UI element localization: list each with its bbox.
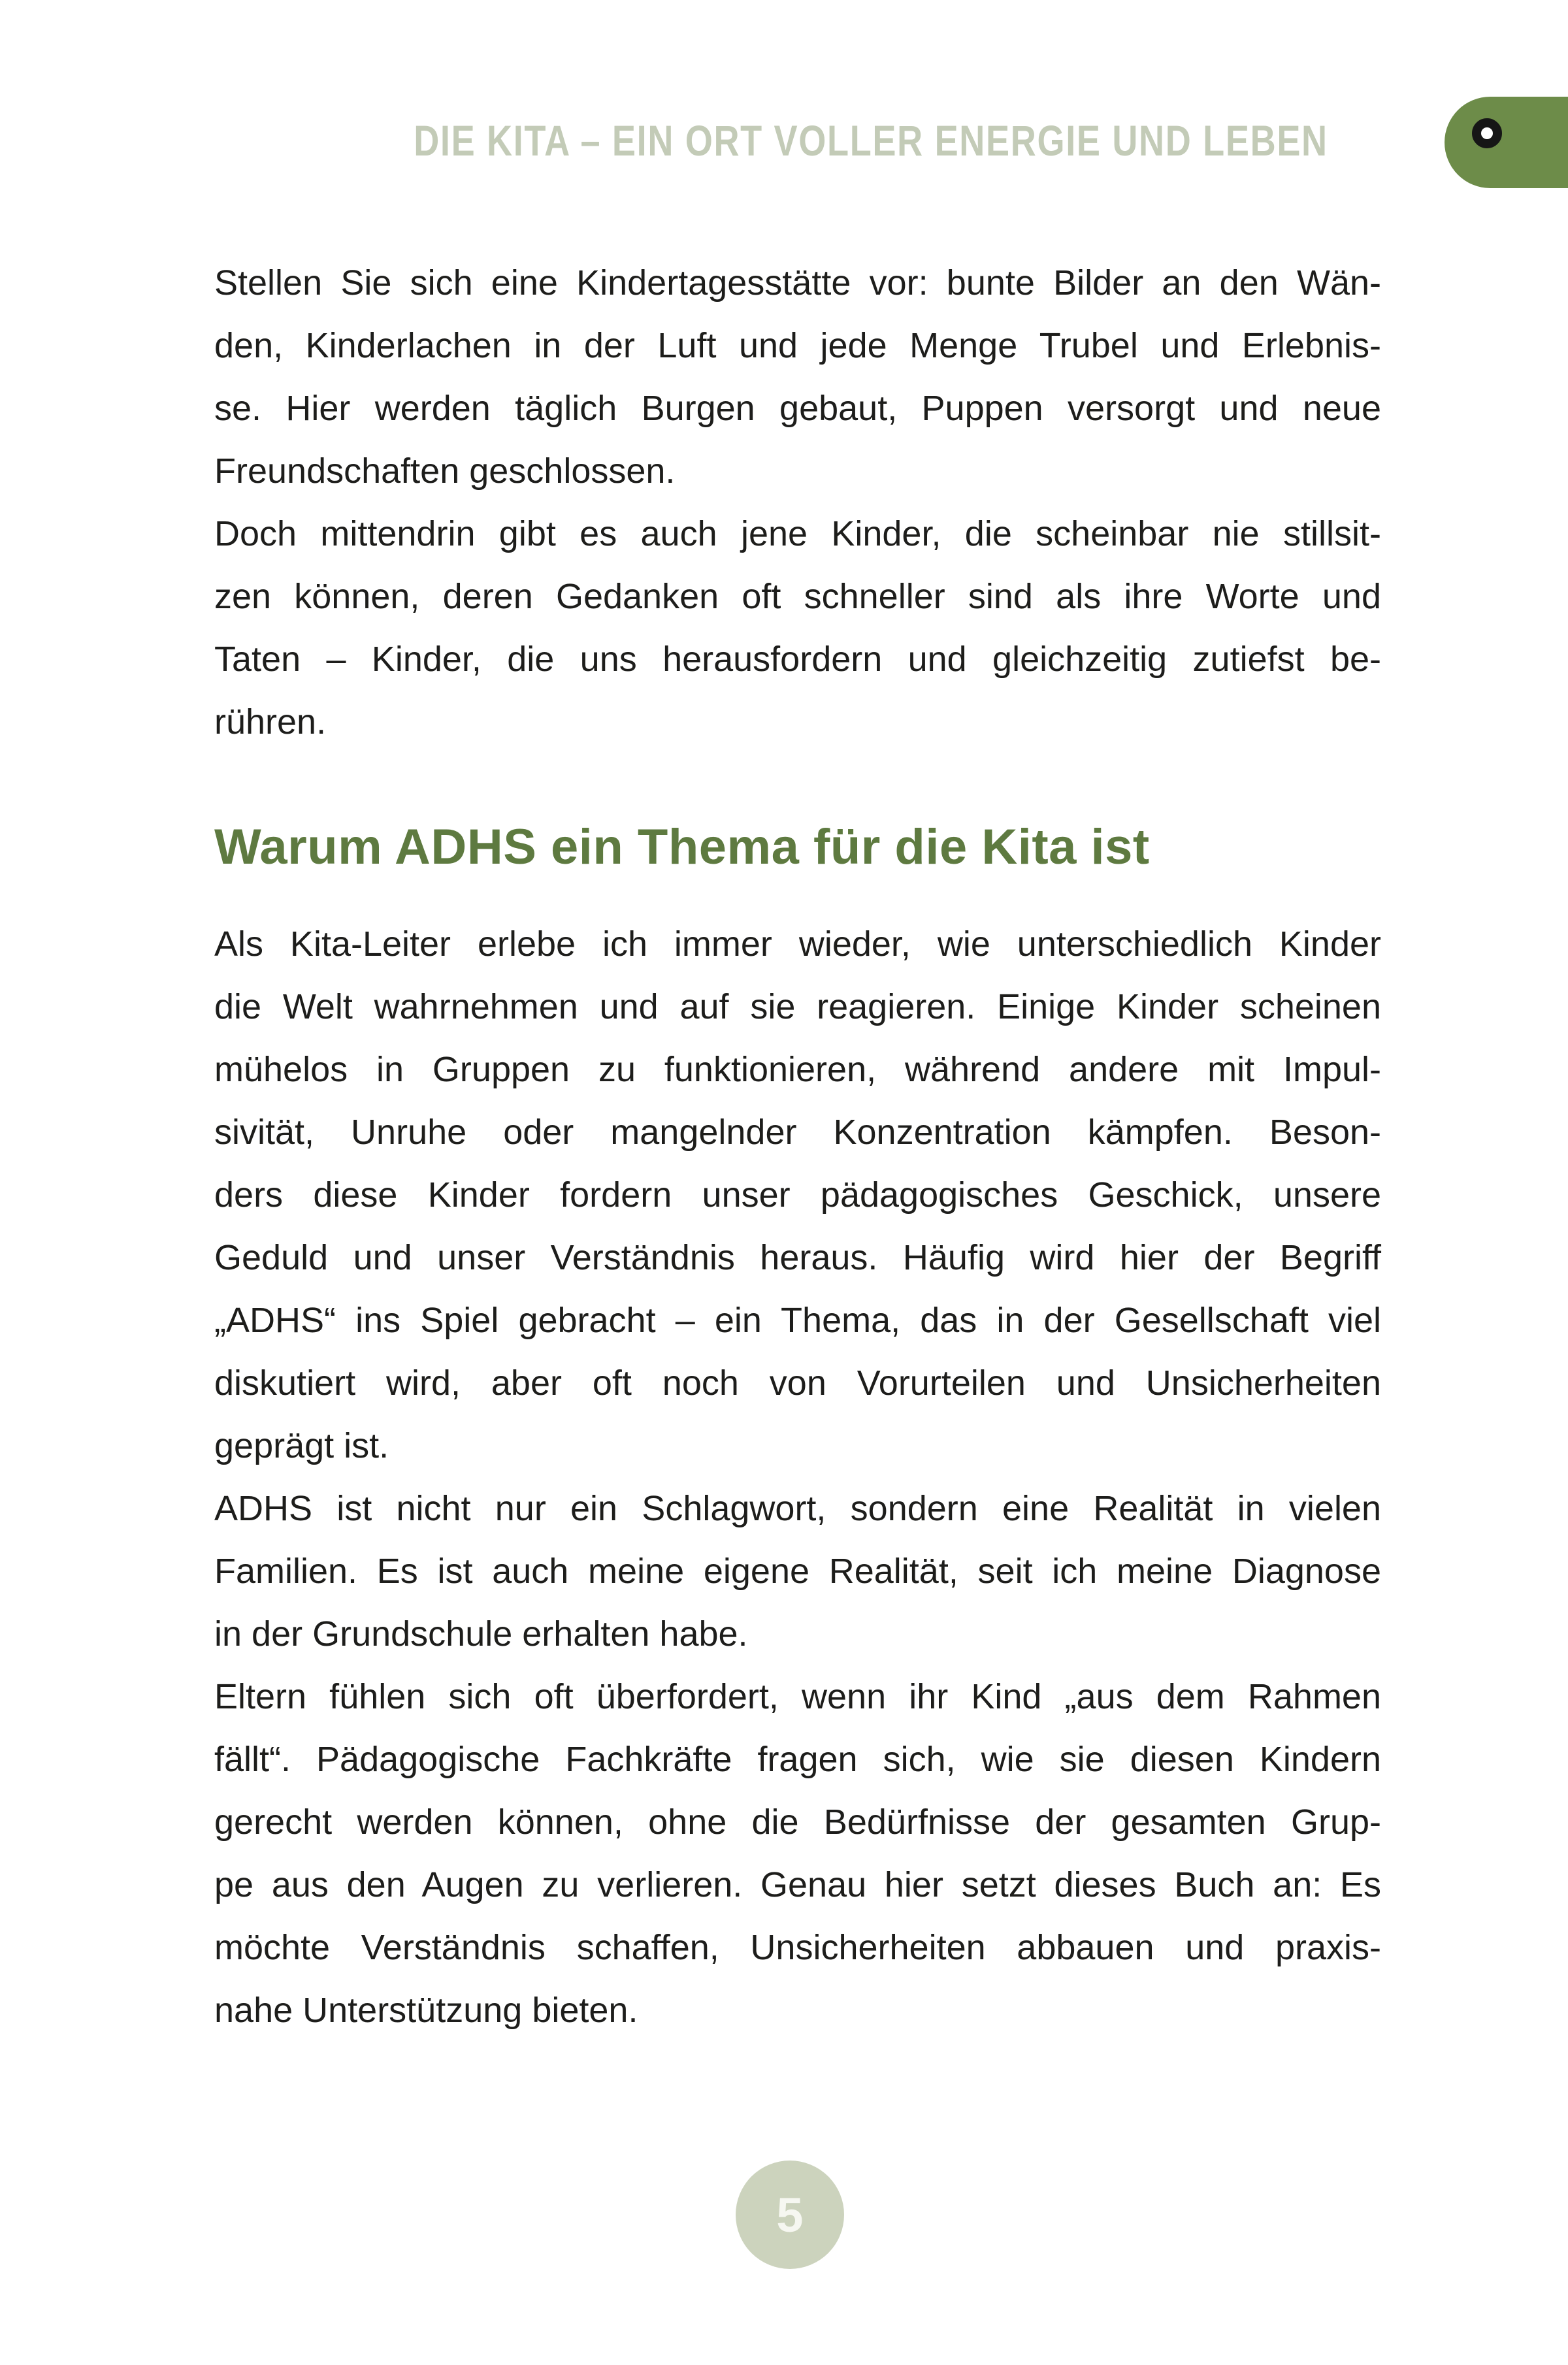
- body-line: möchte Verständnis schaffen, Unsicherheiten abbauen und praxis-: [214, 1928, 1381, 1967]
- body-line: die Welt wahrnehmen und auf sie reagieren. Einige Kinder scheinen: [214, 987, 1381, 1026]
- section-heading: Warum ADHS ein Thema für die Kita ist: [214, 819, 1150, 875]
- paragraph: [214, 1477, 1381, 1665]
- body-line: Familien. Es ist auch meine eigene Realität, seit ich meine Diagnose: [214, 1552, 1381, 1591]
- body-line: Doch mittendrin gibt es auch jene Kinder, die scheinbar nie stillsit-: [214, 514, 1381, 553]
- paragraph: [214, 502, 1381, 753]
- body-line: Geduld und unser Verständnis heraus. Häufig wird hier der Begriff: [214, 1238, 1381, 1277]
- body-line: fällt“. Pädagogische Fachkräfte fragen sich, wie sie diesen Kindern: [214, 1740, 1381, 1779]
- body-line: zen können, deren Gedanken oft schneller sind als ihre Worte und: [214, 577, 1381, 616]
- body-line: Als Kita-Leiter erlebe ich immer wieder, wie unterschiedlich Kinder: [214, 924, 1381, 964]
- body-line: ders diese Kinder fordern unser pädagogisches Geschick, unsere: [214, 1175, 1381, 1215]
- paragraph: [214, 1665, 1381, 2042]
- chapter-corner-tab: [1445, 97, 1568, 188]
- body-line: Stellen Sie sich eine Kindertagesstätte vor: bunte Bilder an den Wän-: [214, 263, 1381, 302]
- body-line: pe aus den Augen zu verlieren. Genau hier setzt dieses Buch an: Es: [214, 1865, 1381, 1904]
- body-line: Taten – Kinder, die uns herausfordern und gleichzeitig zutiefst be-: [214, 640, 1381, 679]
- page-number-badge: [736, 2161, 844, 2269]
- body-line: in der Grundschule erhalten habe.: [214, 1614, 748, 1654]
- circle-ring-icon: [1472, 118, 1502, 148]
- page-number: 5: [776, 2187, 804, 2242]
- body-line: Eltern fühlen sich oft überfordert, wenn ihr Kind „aus dem Rahmen: [214, 1677, 1381, 1716]
- body-line: geprägt ist.: [214, 1426, 389, 1465]
- paragraph: [214, 913, 1381, 1477]
- body-line: „ADHS“ ins Spiel gebracht – ein Thema, das in der Gesellschaft viel: [214, 1301, 1381, 1340]
- body-line: nahe Unterstützung bieten.: [214, 1991, 638, 2030]
- body-line: Freundschaften geschlossen.: [214, 451, 676, 491]
- body-line: sivität, Unruhe oder mangelnder Konzentration kämpfen. Beson-: [214, 1113, 1381, 1152]
- body-line: mühelos in Gruppen zu funktionieren, während andere mit Impul-: [214, 1050, 1381, 1089]
- body-line: gerecht werden können, ohne die Bedürfnisse der gesamten Grup-: [214, 1802, 1381, 1842]
- body-content: [214, 252, 1381, 2042]
- body-line: diskutiert wird, aber oft noch von Vorurteilen und Unsicherheiten: [214, 1363, 1381, 1403]
- paragraph: [214, 252, 1381, 502]
- chapter-running-head: DIE KITA – EIN ORT VOLLER ENERGIE UND LEBEN: [414, 116, 1328, 165]
- body-line: rühren.: [214, 702, 327, 742]
- body-line: se. Hier werden täglich Burgen gebaut, Puppen versorgt und neue: [214, 389, 1381, 428]
- body-line: den, Kinderlachen in der Luft und jede Menge Trubel und Erlebnis-: [214, 326, 1381, 365]
- body-line: ADHS ist nicht nur ein Schlagwort, sondern eine Realität in vielen: [214, 1489, 1381, 1528]
